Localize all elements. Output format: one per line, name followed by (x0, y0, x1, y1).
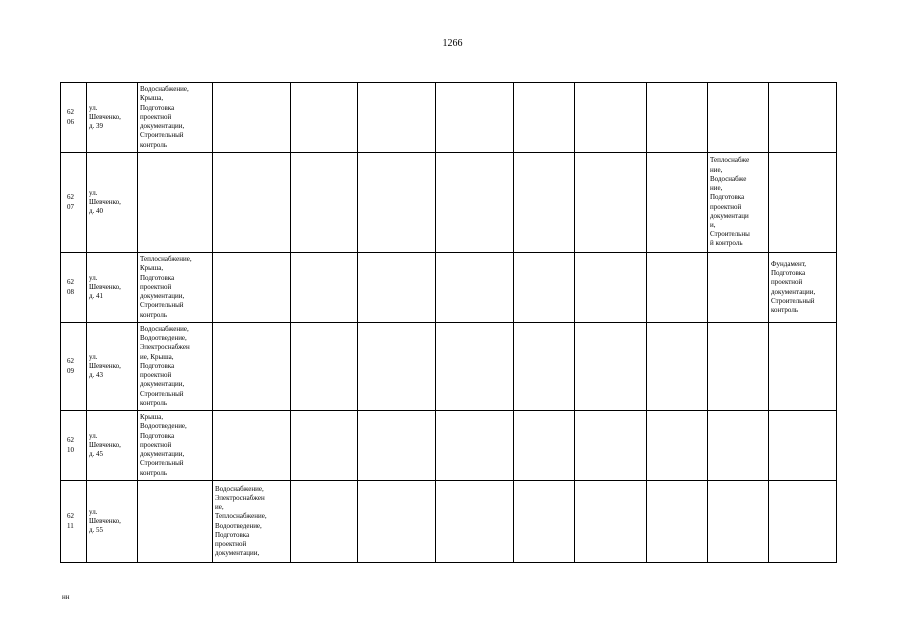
row-number: 62 11 (67, 512, 74, 530)
address-cell: ул. Шевченко, д. 55 (89, 507, 121, 535)
table-row (61, 153, 837, 253)
row-number: 62 06 (67, 108, 74, 126)
works-cell: Водоснабжение, Крыша, Подготовка проектной документации, Строительный контроль (140, 85, 189, 149)
address-cell: ул. Шевченко, д. 43 (89, 352, 121, 380)
page-number: 1266 (442, 38, 463, 49)
works-table (60, 82, 837, 563)
row-number: 62 09 (67, 357, 74, 375)
address-cell: ул. Шевченко, д. 39 (89, 103, 121, 131)
table-row (61, 323, 837, 411)
row-number: 62 10 (67, 436, 74, 454)
works-cell: Водоснабжение, Водоотведение, Электроснабжен ие, Крыша, Подготовка проектной документации, Строительный контроль (140, 325, 190, 407)
footer-mark: нн (62, 593, 70, 601)
address-cell: ул. Шевченко, д. 40 (89, 188, 121, 216)
works-cell: Фундамент, Подготовка проектной документации, Строительный контроль (771, 259, 816, 314)
works-cell: Крыша, Водоотведение, Подготовка проектной документации, Строительный контроль (140, 413, 187, 477)
works-cell: Водоснабжение, Электроснабжен ие, Теплоснабжение, Водоотведение, Подготовка проектной документации, (215, 484, 267, 558)
table-row (61, 481, 837, 563)
works-cell: Теплоснабже ние, Водоснабже ние, Подготовка проектной документаци и, Строительны й контроль (710, 156, 750, 248)
row-number: 62 07 (67, 193, 74, 211)
address-cell: ул. Шевченко, д. 41 (89, 273, 121, 301)
table-row (61, 411, 837, 481)
row-number: 62 08 (67, 278, 74, 296)
address-cell: ул. Шевченко, д. 45 (89, 431, 121, 459)
works-cell: Теплоснабжение, Крыша, Подготовка проектной документации, Строительный контроль (140, 255, 192, 319)
table-row (61, 253, 837, 323)
table-row (61, 83, 837, 153)
